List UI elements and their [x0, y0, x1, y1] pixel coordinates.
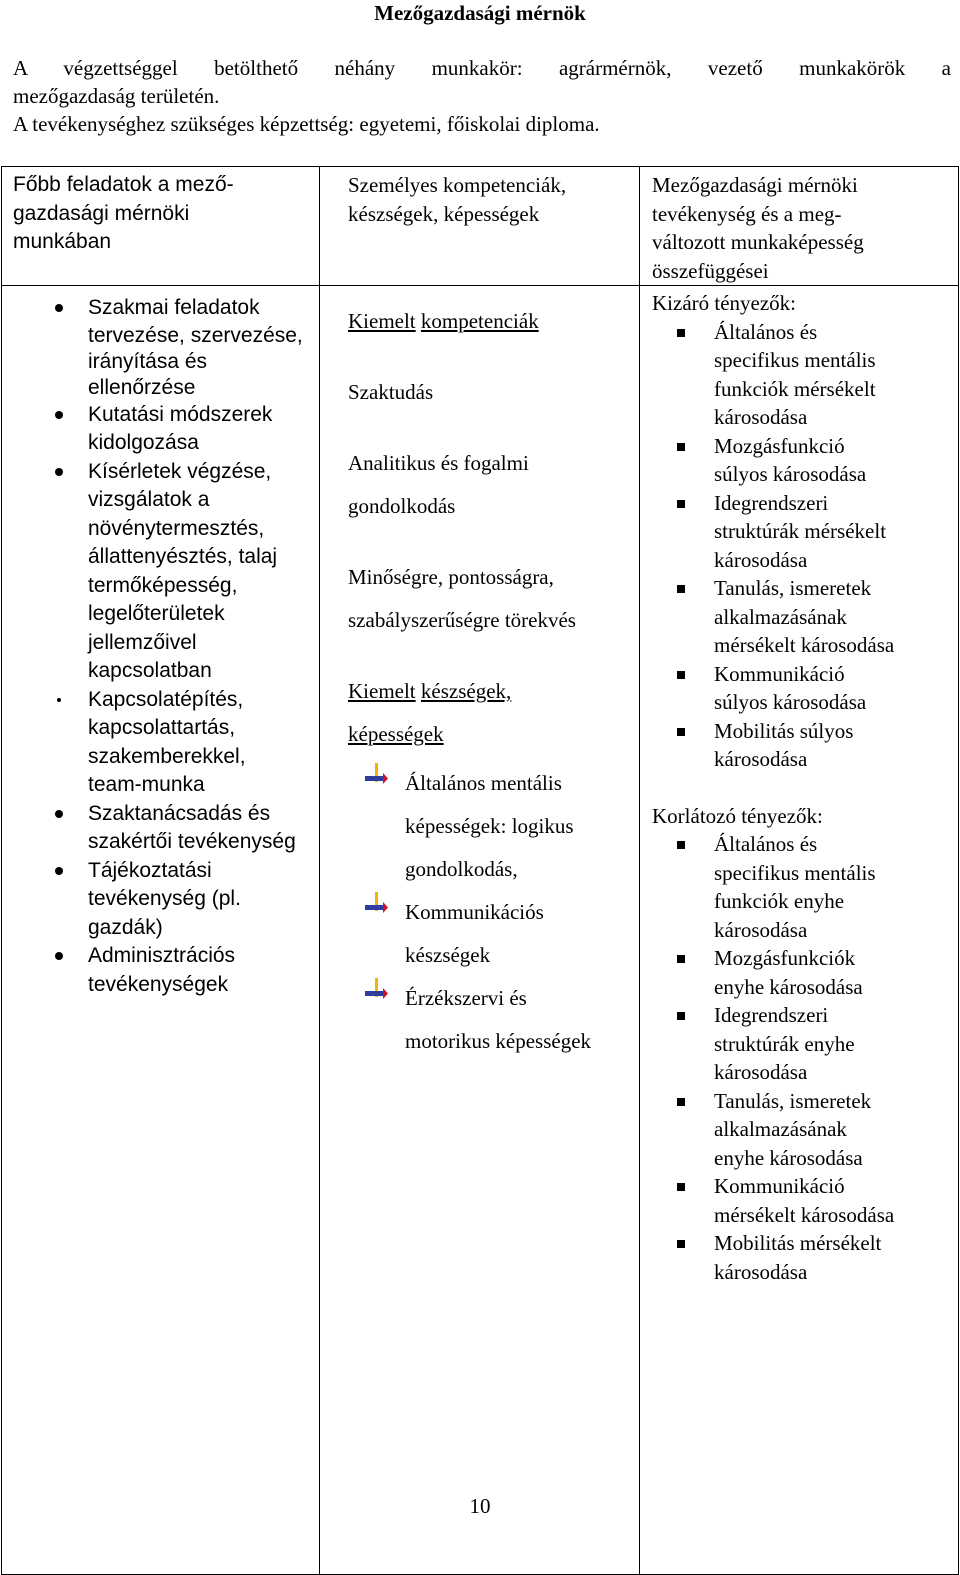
skills-list — [348, 762, 631, 1063]
page-title: Mezőgazdasági mérnök — [374, 1, 586, 25]
limiting-factors-label: Korlátozó tényezők: — [652, 803, 823, 828]
list-item: Szaktanácsadás és szakértői tevékenység — [15, 800, 313, 857]
intro-text — [13, 54, 951, 138]
factors-cell — [640, 286, 959, 1575]
header-row — [2, 167, 959, 286]
body-row — [2, 286, 959, 1575]
profile-table — [1, 166, 959, 1575]
square-bullet-icon — [677, 329, 685, 337]
list-item: Kísérletek végzése, vizsgálatok a növénytermesztés, állattenyésztés, talaj termőképesség, legelőterületek jellemzőivel kapcsolatban — [15, 458, 313, 686]
bullet-icon — [55, 952, 63, 960]
page-number: 10 — [469, 1494, 491, 1518]
arrow-bullet-icon — [364, 762, 388, 786]
square-bullet-icon — [677, 1098, 685, 1106]
square-bullet-icon — [677, 1240, 685, 1248]
key-skills-heading: Kiemelt készségek, — [348, 679, 512, 703]
list-item: Kommunikáció súlyos károsodása — [652, 660, 950, 717]
list-item: Tájékoztatási tevékenység (pl. gazdák) — [15, 857, 313, 943]
list-item: Tanulás, ismeretek alkalmazásának mérsékelt károsodása — [652, 574, 950, 660]
list-item: Kutatási módszerek kidolgozása — [15, 401, 313, 458]
limiting-factors-list — [652, 830, 950, 1286]
list-item: Mobilitás mérsékelt károsodása — [652, 1229, 950, 1286]
list-item: Mobilitás súlyos károsodása — [652, 717, 950, 774]
excluding-factors-list — [652, 318, 950, 774]
list-item: Idegrendszeri struktúrák enyhe károsodása — [652, 1001, 950, 1087]
col3-header: Mezőgazdasági mérnöki tevékenység és a meg- változott munkaképesség összefüggései — [640, 167, 959, 286]
square-bullet-icon — [677, 841, 685, 849]
bullet-icon — [55, 867, 63, 875]
list-item: Kapcsolatépítés, kapcsolattartás, szakemberekkel, team-munka — [15, 686, 313, 800]
key-competencies-heading: Kiemelt kompetenciák — [348, 309, 539, 333]
list-item: Kommunikáció mérsékelt károsodása — [652, 1172, 950, 1229]
list-item: Szakmai feladatok tervezése, szervezése, irányítása és ellenőrzése — [15, 294, 313, 401]
bullet-icon — [55, 411, 63, 419]
col1-header: Főbb feladatok a mező- gazdasági mérnöki munkában — [2, 167, 320, 286]
square-bullet-icon — [677, 728, 685, 736]
bullet-icon — [55, 304, 63, 312]
competency-item: Szaktudás — [348, 380, 434, 404]
square-bullet-icon — [677, 671, 685, 679]
excluding-factors-label: Kizáró tényezők: — [652, 291, 797, 315]
square-bullet-icon — [677, 585, 685, 593]
competency-item: Minőségre, pontosságra, — [348, 565, 554, 589]
competency-item: gondolkodás — [348, 494, 456, 518]
list-item: Idegrendszeri struktúrák mérsékelt károsodása — [652, 489, 950, 575]
task-list — [15, 294, 313, 999]
intro-line-1: A végzettséggel betölthető néhány munkakör: agrármérnök, vezető munkakörök a — [13, 56, 951, 80]
list-item: Általános és specifikus mentális funkciók enyhe károsodása — [652, 830, 950, 944]
competencies-cell — [320, 286, 640, 1575]
tasks-cell — [2, 286, 320, 1575]
square-bullet-icon — [677, 443, 685, 451]
intro-line-2: mezőgazdaság területén. — [13, 84, 220, 108]
arrow-bullet-icon — [364, 977, 388, 1001]
bullet-icon — [55, 468, 63, 476]
list-item: Mozgásfunkciók enyhe károsodása — [652, 944, 950, 1001]
list-item: Kommunikációs készségek — [348, 891, 631, 977]
list-item: Általános mentális képességek: logikus gondolkodás, — [348, 762, 631, 891]
bullet-icon — [55, 810, 63, 818]
col2-header: Személyes kompetenciák, készségek, képességek — [320, 167, 640, 286]
competency-item: szabályszerűségre törekvés — [348, 608, 576, 632]
list-item: Mozgásfunkció súlyos károsodása — [652, 432, 950, 489]
key-skills-heading-2: képességek — [348, 722, 444, 746]
square-bullet-icon — [677, 500, 685, 508]
list-item: Adminisztrációs tevékenységek — [15, 942, 313, 999]
list-item: Általános és specifikus mentális funkciók mérsékelt károsodása — [652, 318, 950, 432]
intro-line-3: A tevékenységhez szükséges képzettség: egyetemi, főiskolai diploma. — [13, 112, 600, 136]
bullet-icon — [57, 698, 61, 702]
competency-item: Analitikus és fogalmi — [348, 451, 529, 475]
square-bullet-icon — [677, 955, 685, 963]
list-item: Érzékszervi és motorikus képességek — [348, 977, 631, 1063]
square-bullet-icon — [677, 1183, 685, 1191]
list-item: Tanulás, ismeretek alkalmazásának enyhe károsodása — [652, 1087, 950, 1173]
arrow-bullet-icon — [364, 891, 388, 915]
square-bullet-icon — [677, 1012, 685, 1020]
